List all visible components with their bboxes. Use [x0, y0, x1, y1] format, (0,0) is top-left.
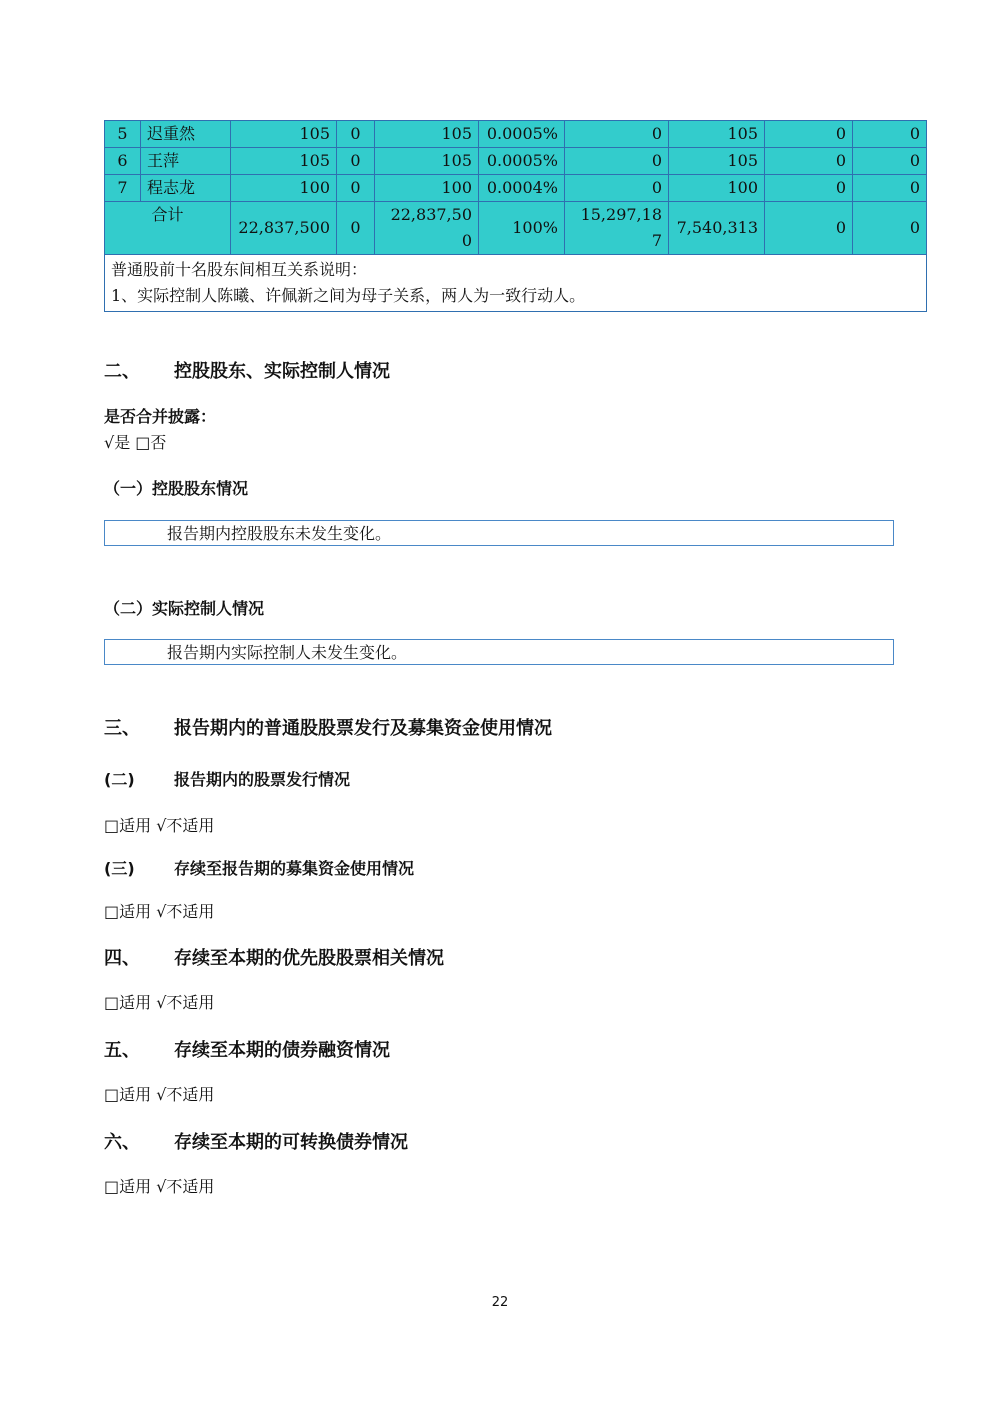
applicability-options: □适用 √不适用 [104, 1085, 215, 1104]
section-3-heading [104, 714, 552, 740]
table-cell: 0 [337, 202, 375, 255]
relationship-note [105, 255, 927, 312]
table-cell: 105 [375, 148, 479, 175]
note-title: 普通股前十名股东间相互关系说明： [111, 260, 368, 279]
table-cell: 100% [479, 202, 565, 255]
subsection-number: (三) [104, 859, 135, 878]
merge-options: √是 □否 [104, 433, 167, 452]
applicability-options: □适用 √不适用 [104, 902, 215, 921]
row-number: 6 [105, 148, 141, 175]
table-cell: 0 [337, 175, 375, 202]
table-cell: 22,837,500 [231, 202, 337, 255]
shareholder-name: 程志龙 [141, 175, 231, 202]
section-4-heading [104, 944, 444, 970]
subsection-title: 存续至报告期的募集资金使用情况 [174, 859, 415, 878]
section-5-heading [104, 1036, 390, 1062]
subsection-number: (二) [104, 770, 135, 789]
table-cell: 105 [231, 121, 337, 148]
table-row [105, 121, 927, 148]
section-number: 六、 [104, 1132, 140, 1153]
table-row [105, 148, 927, 175]
actual-controller-box: 报告期内实际控制人未发生变化。 [104, 639, 894, 665]
subsection-actual-controller: （二）实际控制人情况 [104, 599, 265, 618]
section-2-heading [104, 357, 390, 383]
total-label: 合计 [105, 202, 231, 255]
page-number: 22 [491, 1295, 509, 1310]
merge-question: 是否合并披露： [104, 407, 217, 426]
subsection-fund-usage [104, 856, 414, 879]
section-title: 存续至本期的优先股股票相关情况 [174, 948, 444, 969]
table-cell: 7,540,313 [669, 202, 765, 255]
section-title: 报告期内的普通股股票发行及募集资金使用情况 [174, 718, 552, 739]
controlling-shareholder-box: 报告期内控股股东未发生变化。 [104, 520, 894, 546]
table-cell: 100 [231, 175, 337, 202]
row-number: 7 [105, 175, 141, 202]
table-cell: 22,837,500 [375, 202, 479, 255]
section-title: 存续至本期的可转换债券情况 [174, 1132, 408, 1153]
note-body: 1、实际控制人陈曦、许佩新之间为母子关系，两人为一致行动人。 [111, 286, 586, 305]
subsection-stock-issuance [104, 767, 350, 790]
table-cell: 0 [853, 121, 927, 148]
table-cell: 0 [337, 121, 375, 148]
table-cell: 0 [765, 148, 853, 175]
table-cell: 0.0004% [479, 175, 565, 202]
applicability-options: □适用 √不适用 [104, 993, 215, 1012]
row-number: 5 [105, 121, 141, 148]
table-cell: 15,297,187 [565, 202, 669, 255]
table-cell: 105 [231, 148, 337, 175]
table-cell: 0 [853, 175, 927, 202]
section-6-heading [104, 1128, 408, 1154]
section-number: 二、 [104, 361, 140, 382]
table-cell: 0 [565, 121, 669, 148]
section-number: 五、 [104, 1040, 140, 1061]
table-cell: 0 [765, 121, 853, 148]
table-cell: 0.0005% [479, 121, 565, 148]
applicability-options: □适用 √不适用 [104, 1177, 215, 1196]
subsection-title: 报告期内的股票发行情况 [174, 770, 351, 789]
section-title: 存续至本期的债券融资情况 [174, 1040, 390, 1061]
table-cell: 100 [375, 175, 479, 202]
table-cell: 100 [669, 175, 765, 202]
table-cell: 105 [375, 121, 479, 148]
table-cell: 105 [669, 148, 765, 175]
table-cell: 0 [337, 148, 375, 175]
relationship-note-row [105, 255, 927, 312]
subsection-controlling-shareholder: （一）控股股东情况 [104, 479, 249, 498]
table-row [105, 175, 927, 202]
applicability-options: □适用 √不适用 [104, 816, 215, 835]
table-cell: 0 [765, 202, 853, 255]
shareholder-name: 王萍 [141, 148, 231, 175]
shareholder-name: 迟重然 [141, 121, 231, 148]
table-cell: 0 [765, 175, 853, 202]
table-cell: 0 [565, 175, 669, 202]
table-cell: 0 [853, 202, 927, 255]
total-row [105, 202, 927, 255]
section-number: 三、 [104, 718, 140, 739]
table-cell: 0 [853, 148, 927, 175]
shareholder-table [104, 120, 927, 312]
table-cell: 0.0005% [479, 148, 565, 175]
table-cell: 105 [669, 121, 765, 148]
section-title: 控股股东、实际控制人情况 [174, 361, 390, 382]
table-cell: 0 [565, 148, 669, 175]
section-number: 四、 [104, 948, 140, 969]
